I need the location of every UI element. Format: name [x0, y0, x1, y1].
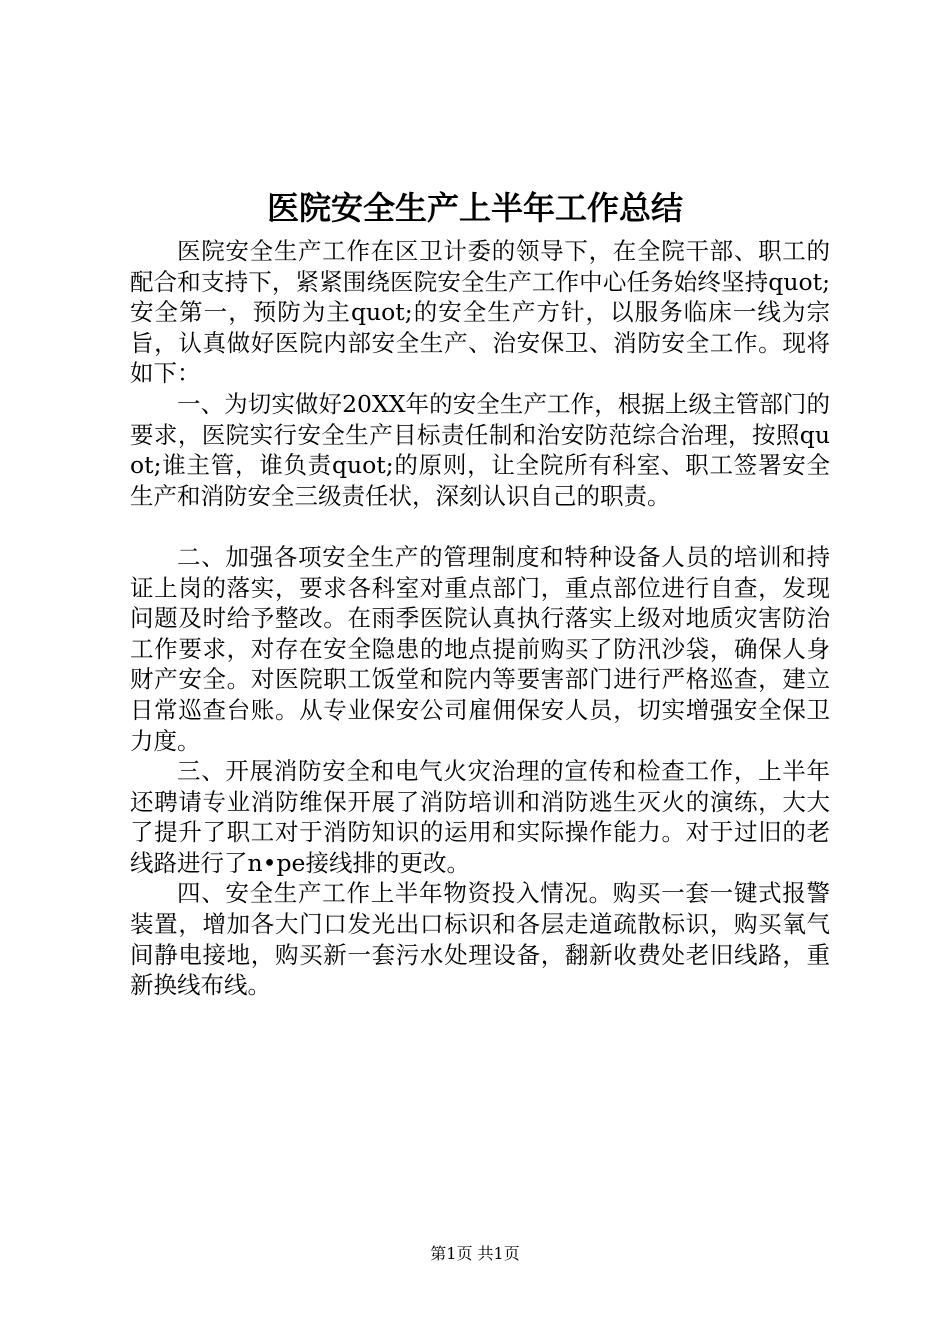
intro-paragraph: 医院安全生产工作在区卫计委的领导下，在全院干部、职工的配合和支持下，紧紧围绕医院安全生产工作中心任务始终坚持quot;安全第一，预防为主quot;的安全生产方针，以服务临床一线为宗旨，认真做好医院内部安全生产、治安保卫、消防安全工作。现将如下：: [130, 237, 830, 388]
paragraph-spacer: [130, 511, 830, 542]
document-body: [130, 236, 830, 1001]
page-footer: 第1页 共1页: [430, 1244, 520, 1263]
section-three-paragraph: 三、开展消防安全和电气火灾治理的宣传和检查工作，上半年还聘请专业消防维保开展了消防培训和消防逃生灭火的演练，大大了提升了职工对于消防知识的运用和实际操作能力。对于过旧的老线路进行了n•pe接线排的更改。: [130, 757, 830, 877]
section-two-paragraph: 二、加强各项安全生产的管理制度和特种设备人员的培训和持证上岗的落实，要求各科室对重点部门，重点部位进行自查，发现问题及时给予整改。在雨季医院认真执行落实上级对地质灾害防治工作要求，对存在安全隐患的地点提前购买了防汛沙袋，确保人身财产安全。对医院职工饭堂和院内等要害部门进行严格巡查，建立日常巡查台账。从专业保安公司雇佣保安人员，切实增强安全保卫力度。: [130, 542, 830, 755]
section-one-paragraph: 一、为切实做好20XX年的安全生产工作，根据上级主管部门的要求，医院实行安全生产目标责任制和治安防范综合治理，按照quot;谁主管，谁负责quot;的原则，让全院所有科室、职工签署安全生产和消防安全三级责任状，深刻认识自己的职责。: [130, 389, 830, 510]
document-title: 医院安全生产上半年工作总结: [266, 189, 683, 227]
section-four-paragraph: 四、安全生产工作上半年物资投入情况。购买一套一键式报警装置，增加各大门口发光出口标识和各层走道疏散标识，购买氧气间静电接地，购买新一套污水处理设备，翻新收费处老旧线路，重新换线布线。: [130, 879, 830, 1000]
